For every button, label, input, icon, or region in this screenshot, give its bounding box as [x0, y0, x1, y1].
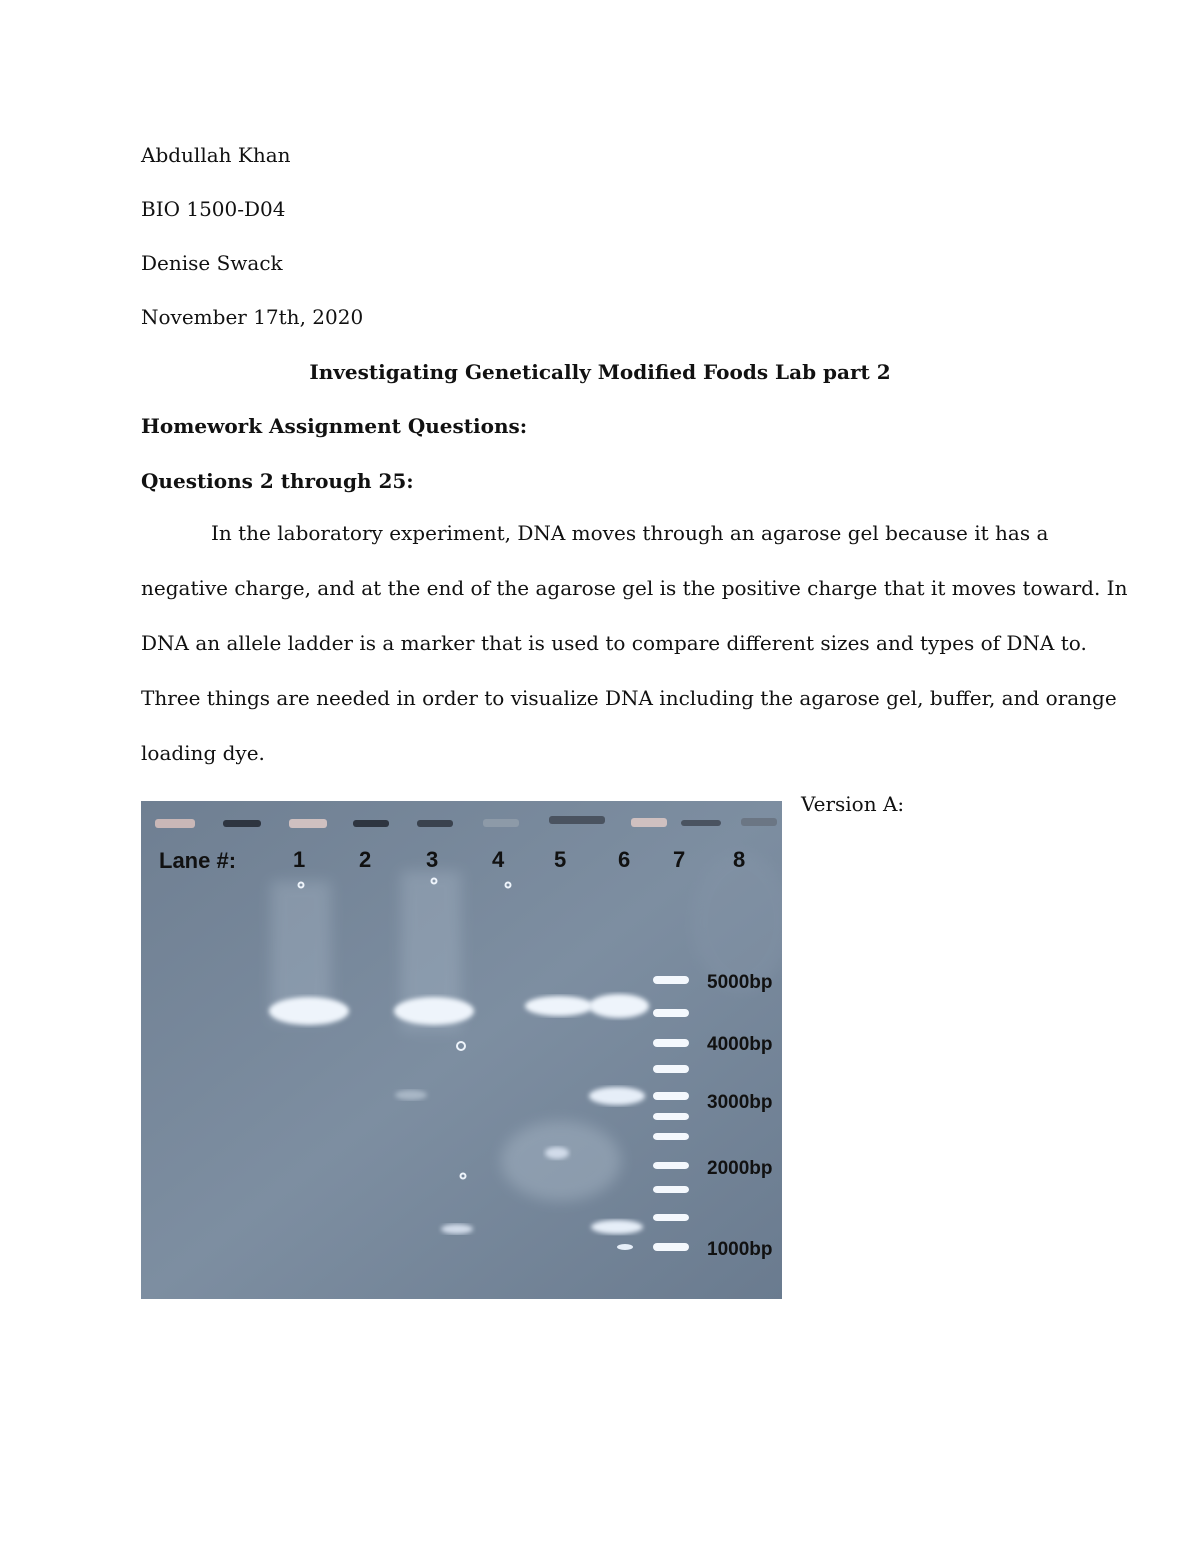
lane-number: 8 — [733, 847, 746, 872]
ladder-band — [653, 1113, 689, 1120]
paragraph-line: Three things are needed in order to visualize DNA including the agarose gel, buffer, and orange — [141, 686, 1117, 710]
lane-number: 5 — [554, 847, 567, 872]
band — [545, 1147, 569, 1159]
document-title: Investigating Genetically Modified Foods Lab part 2 — [309, 360, 891, 384]
author-name: Abdullah Khan — [141, 143, 291, 167]
ladder-band — [653, 1009, 689, 1017]
band — [589, 994, 649, 1018]
lane-number: 7 — [673, 847, 686, 872]
paragraph-line: negative charge, and at the end of the agarose gel is the positive charge that it moves toward. In — [141, 576, 1128, 600]
lane-number: 6 — [618, 847, 631, 872]
instructor-name: Denise Swack — [141, 251, 283, 275]
questions-subheading: Questions 2 through 25: — [141, 469, 414, 493]
band — [617, 1244, 633, 1250]
document-date: November 17th, 2020 — [141, 305, 364, 329]
band — [395, 1090, 427, 1100]
ladder-band — [653, 1162, 689, 1169]
paragraph-line: loading dye. — [141, 741, 265, 765]
band — [394, 997, 474, 1025]
ladder-label: 5000bp — [707, 972, 773, 993]
ladder-band — [653, 1065, 689, 1073]
lane-header-label: Lane #: — [159, 848, 237, 873]
band — [525, 996, 593, 1016]
band — [441, 1224, 473, 1234]
ladder-label: 1000bp — [707, 1239, 773, 1260]
ladder-band — [653, 1243, 689, 1251]
figure-caption: Version A: — [801, 792, 905, 816]
lane-number: 3 — [426, 847, 439, 872]
band — [269, 997, 349, 1025]
lane-number: 2 — [359, 847, 372, 872]
course-code: BIO 1500-D04 — [141, 197, 286, 221]
section-heading: Homework Assignment Questions: — [141, 414, 528, 438]
ladder-band — [653, 1092, 689, 1100]
ladder-band — [653, 1186, 689, 1193]
ladder-band — [653, 1039, 689, 1047]
gel-electrophoresis-image — [141, 801, 782, 1299]
ladder-band — [653, 976, 689, 984]
ladder-band — [653, 1214, 689, 1221]
paragraph-line: DNA an allele ladder is a marker that is used to compare different sizes and types of DNA to. — [141, 631, 1087, 655]
band — [591, 1220, 643, 1234]
ladder-band — [653, 1133, 689, 1140]
ladder-label: 3000bp — [707, 1092, 773, 1113]
ladder-label: 2000bp — [707, 1158, 773, 1179]
lane-number: 4 — [492, 847, 505, 872]
ladder-label: 4000bp — [707, 1034, 773, 1055]
band — [589, 1087, 645, 1105]
paragraph-line: In the laboratory experiment, DNA moves through an agarose gel because it has a — [211, 521, 1049, 545]
lane-number: 1 — [293, 847, 306, 872]
